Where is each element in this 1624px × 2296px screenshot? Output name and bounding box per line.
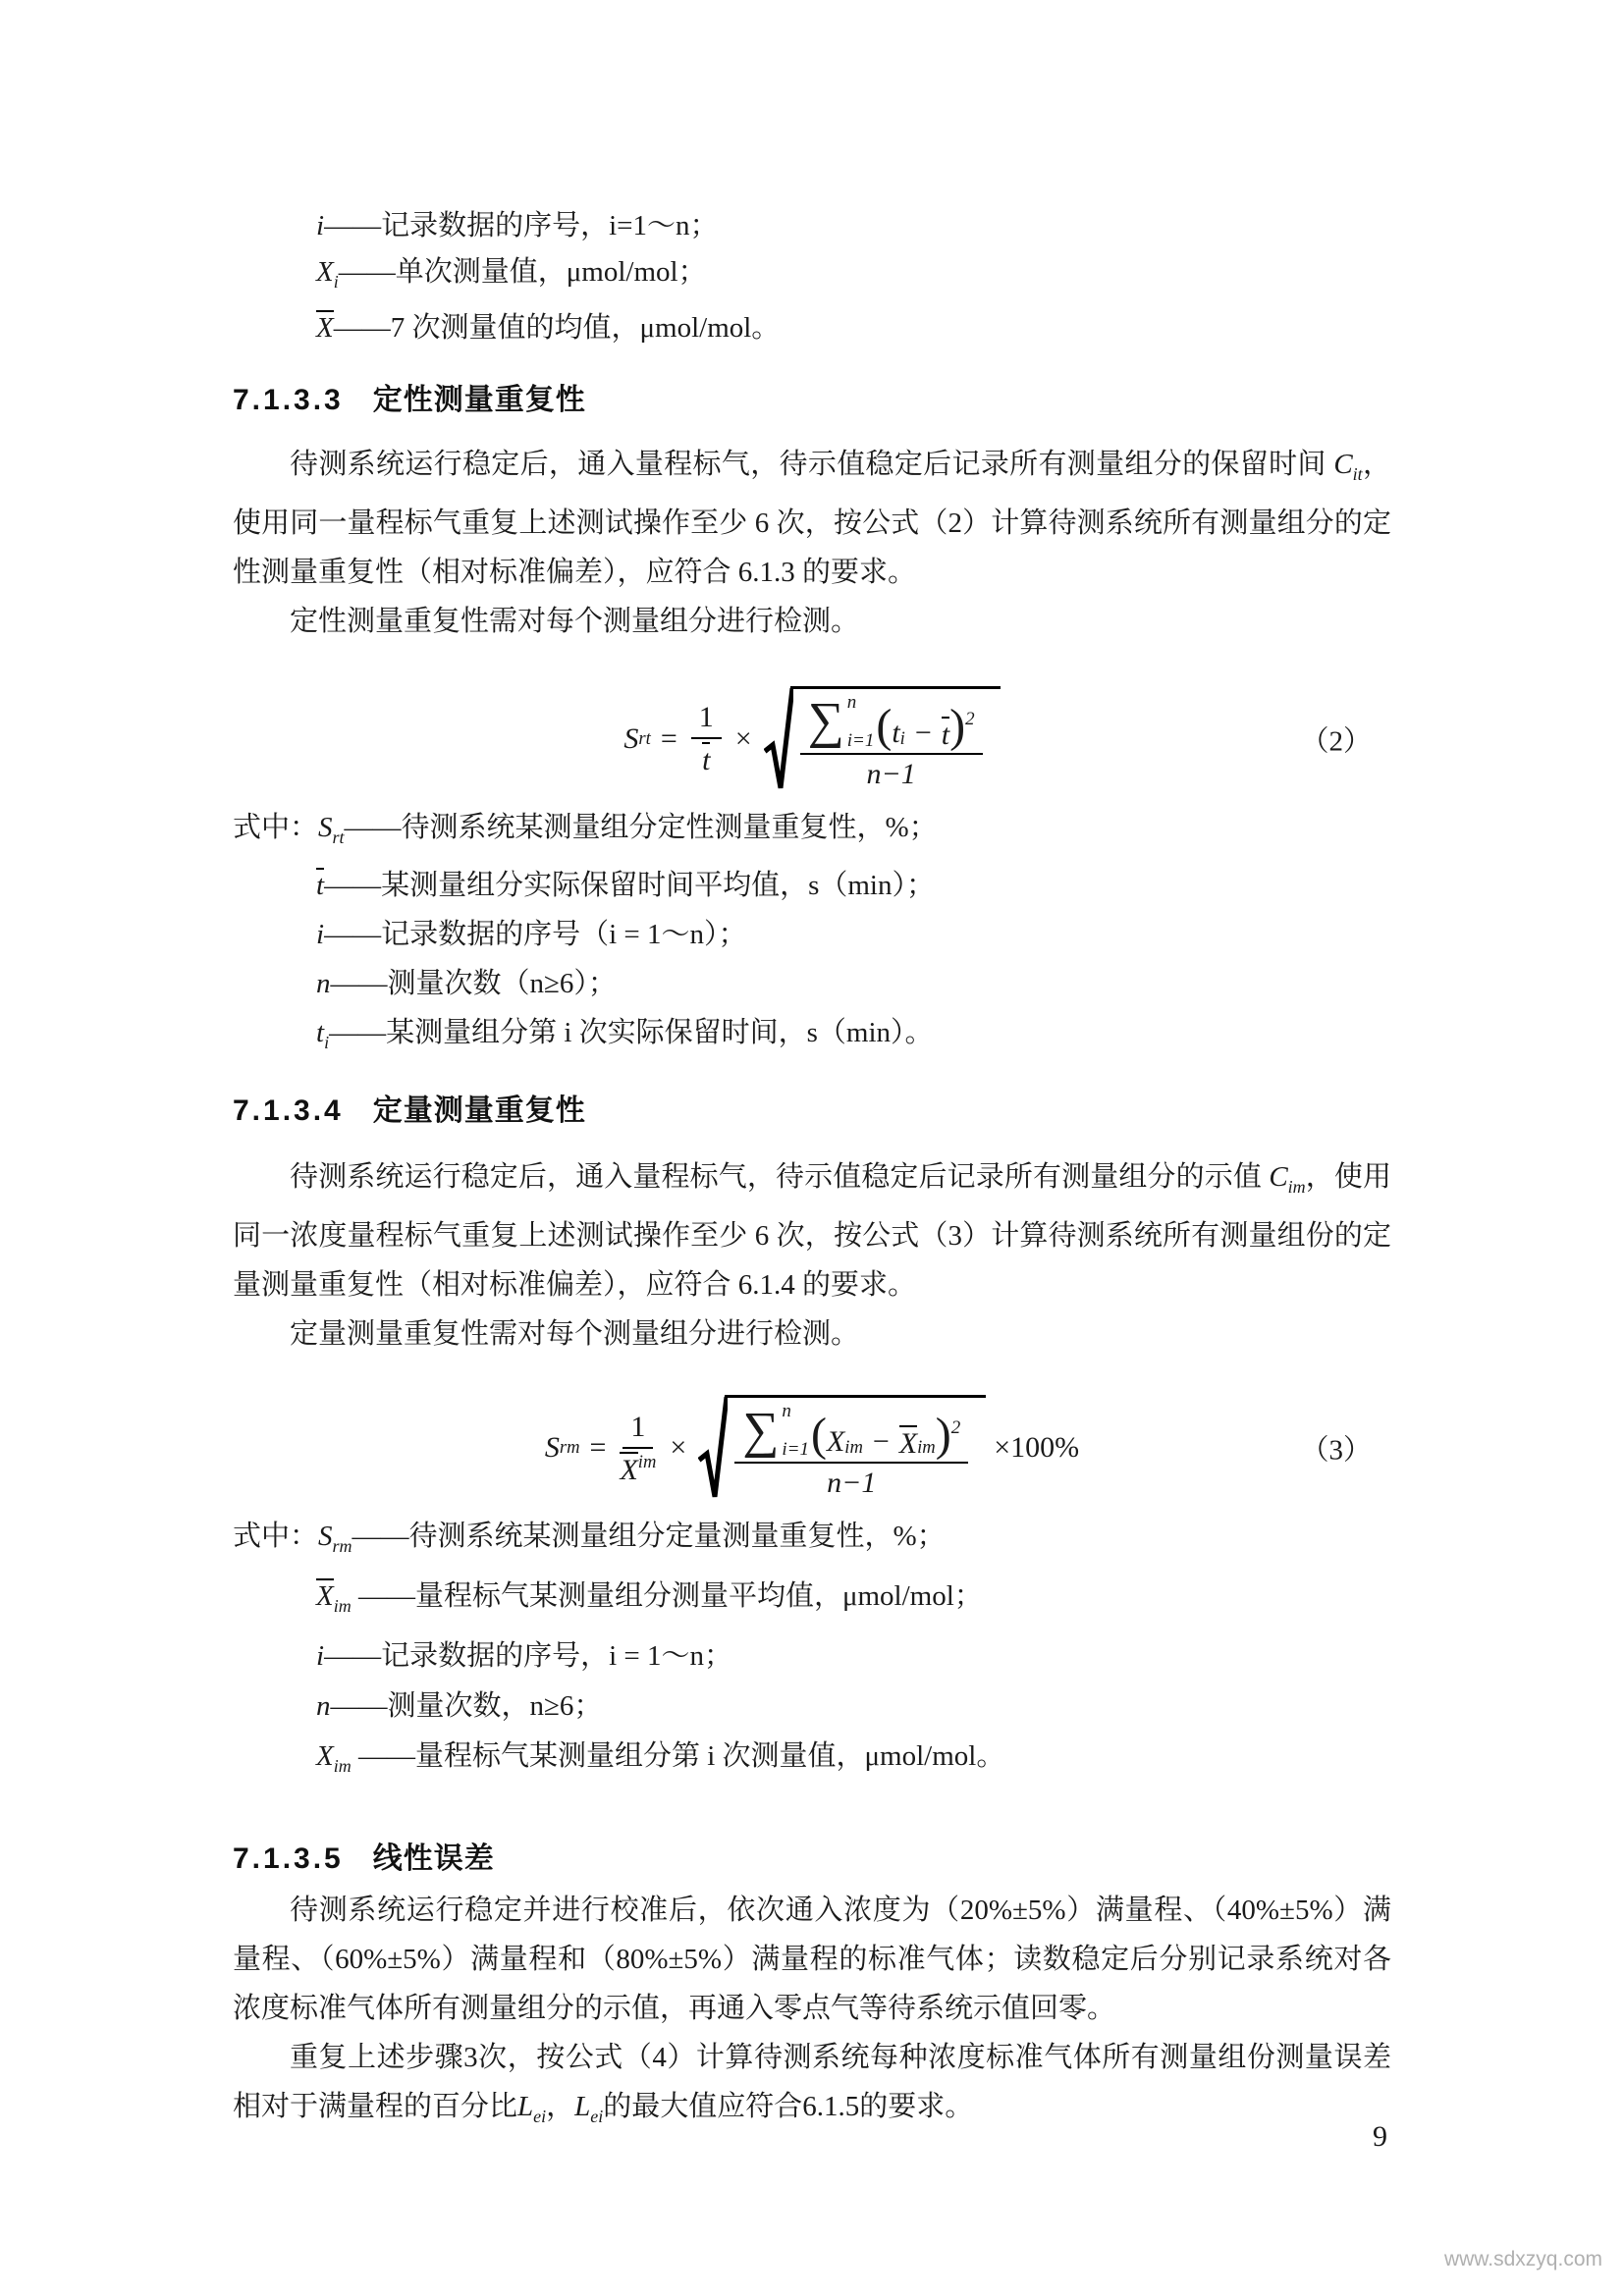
open-paren: ( <box>876 700 893 753</box>
section-title: 定性测量重复性 <box>372 383 586 416</box>
formula-symbol: S <box>623 721 639 755</box>
definition-item <box>233 249 1391 305</box>
formula-subscript: rt <box>638 727 651 749</box>
radical-icon <box>698 1395 728 1500</box>
exponent: 2 <box>950 1417 961 1439</box>
summation-lower: i=1 <box>846 730 875 752</box>
summation-limits <box>847 693 875 750</box>
definition-item <box>233 203 1391 249</box>
formula-where-item <box>233 803 1391 862</box>
formula-number: （2） <box>1300 725 1372 758</box>
where-label: 式中： <box>233 811 319 843</box>
sigma-icon: ∑ <box>742 1402 780 1459</box>
summation <box>808 693 875 750</box>
formula-subscript: im <box>844 1437 863 1459</box>
formula-where-item <box>233 1732 1391 1791</box>
fraction-numerator <box>800 693 983 755</box>
paragraph-text: 重复上述步骤3次，按公式（4）计算待测系统每种浓度标准气体所有测量组份测量误差相对于满量程的百分比 <box>233 2042 1391 2123</box>
formula-where-item <box>233 861 1391 910</box>
definition-text: ——测量次数（n≥6）； <box>330 968 617 1000</box>
section-heading-7-1-3-5 <box>233 1840 1391 1879</box>
paragraph: 定性测量重复性需对每个测量组分进行检测。 <box>290 605 860 637</box>
document-content <box>233 203 1391 2141</box>
symbol-overline: X <box>316 311 334 344</box>
fraction <box>734 1402 968 1500</box>
formula-where-item <box>233 1572 1391 1631</box>
paragraph-text: 待测系统运行稳定后，通入量程标气，待示值稳定后记录所有测量组分的示值 <box>290 1161 1270 1194</box>
paragraph-text: 待测系统运行稳定后，通入量程标气，待示值稳定后记录所有测量组分的保留时间 <box>290 448 1334 480</box>
symbol: X <box>316 1739 334 1772</box>
page-number: 9 <box>1373 2120 1387 2153</box>
fraction-numerator: 1 <box>691 701 722 739</box>
summation-upper: n <box>846 692 857 714</box>
symbol-subscript: im <box>333 1755 352 1776</box>
square-root <box>764 686 1001 791</box>
paragraph-text: ，使用同一量程标气重复上述测试操作至少 6 次，按公式（2）计算待测系统所有测量组分的定性测量重复性（相对标准偏差），应符合 6.1.3 的要求。 <box>233 448 1391 588</box>
definition-text: ——量程标气某测量组分第 i 次测量值，μmol/mol。 <box>351 1739 1005 1772</box>
watermark: www.sdxzyq.com <box>1443 2248 1602 2270</box>
summation-limits <box>782 1402 809 1459</box>
formula-symbol: t <box>892 717 900 750</box>
symbol: L <box>517 2091 534 2123</box>
definition-list-top <box>233 203 1391 351</box>
radicand <box>790 686 1001 791</box>
symbol: t <box>316 1017 325 1049</box>
symbol: C <box>1333 448 1353 480</box>
symbol: S <box>318 811 333 843</box>
fraction-denominator: n−1 <box>866 758 916 791</box>
section-heading-7-1-3-4 <box>233 1092 1391 1131</box>
summation-lower: i=1 <box>782 1439 809 1461</box>
fraction <box>800 693 983 791</box>
paragraph <box>233 1152 1391 1309</box>
section-heading-7-1-3-3 <box>233 381 1391 420</box>
formula-subscript: rm <box>559 1436 580 1458</box>
close-paren: ) <box>949 700 966 753</box>
formula-2 <box>233 675 1391 803</box>
t-mean-symbol: t <box>702 744 711 777</box>
formula-3-expression <box>545 1395 1079 1500</box>
symbol: L <box>574 2091 591 2123</box>
formula-where-item <box>233 959 1391 1008</box>
paragraph <box>233 2033 1391 2141</box>
x-mean-symbol: X <box>898 1426 918 1460</box>
t-mean-symbol: t <box>941 718 950 751</box>
symbol: i <box>316 1639 325 1672</box>
fraction-denominator <box>620 1449 656 1486</box>
fraction-numerator <box>734 1402 968 1464</box>
fraction-numerator: 1 <box>623 1411 653 1449</box>
formula-number: （3） <box>1300 1434 1372 1467</box>
symbol-subscript: im <box>1287 1176 1306 1197</box>
definition-text: ——记录数据的序号，i = 1～n； <box>324 1639 732 1672</box>
formula-symbol: S <box>544 1430 560 1464</box>
formula-2-where-list <box>233 803 1391 1068</box>
symbol-subscript: im <box>917 1437 936 1459</box>
formula-3 <box>233 1384 1391 1512</box>
where-label: 式中： <box>233 1520 319 1552</box>
formula-where-item <box>233 1682 1391 1732</box>
section-body <box>233 440 1391 646</box>
minus-sign: − <box>872 1425 890 1459</box>
symbol: C <box>1269 1161 1288 1194</box>
multiply-sign: × <box>670 1430 687 1464</box>
symbol-subscript: it <box>1352 463 1363 484</box>
section-title: 线性误差 <box>372 1842 495 1876</box>
formula-where-item <box>233 1008 1391 1067</box>
definition-text: ——待测系统某测量组分定性测量重复性，%； <box>344 811 938 843</box>
symbol-subscript: im <box>637 1451 657 1472</box>
definition-text: ——记录数据的序号，i=1～n； <box>324 210 719 241</box>
symbol-subscript: ei <box>533 2107 547 2127</box>
symbol-subscript: i <box>324 1033 330 1053</box>
formula-where-item <box>233 910 1391 959</box>
formula-symbol: X <box>826 1425 845 1459</box>
definition-text: ——测量次数，n≥6； <box>330 1689 603 1722</box>
symbol: X <box>316 256 334 288</box>
equals-sign: = <box>660 721 677 755</box>
definition-text: ——待测系统某测量组分定量测量重复性，%； <box>352 1520 946 1552</box>
section-number: 7.1.3.5 <box>233 1842 344 1876</box>
section-title: 定量测量重复性 <box>372 1095 586 1128</box>
equals-sign: = <box>589 1430 607 1464</box>
radicand <box>725 1395 986 1500</box>
definition-item <box>233 305 1391 351</box>
symbol-subscript: i <box>333 271 339 292</box>
open-paren: ( <box>810 1409 827 1462</box>
sigma-icon: ∑ <box>807 693 844 750</box>
definition-text: ——记录数据的序号（i = 1～n）； <box>324 919 747 951</box>
paragraph-text: ，使用同一浓度量程标气重复上述测试操作至少 6 次，按公式（3）计算待测系统所有测量组份的定量测量重复性（相对标准偏差），应符合 6.1.4 的要求。 <box>233 1161 1391 1301</box>
formula-subscript: i <box>899 728 905 750</box>
paragraph: 定量测量重复性需对每个测量组分进行检测。 <box>290 1317 860 1350</box>
symbol: n <box>316 968 331 1000</box>
close-paren: ) <box>935 1409 951 1462</box>
formula-where-item <box>233 1512 1391 1572</box>
x-mean-symbol: X <box>620 1453 638 1486</box>
definition-text: ——某测量组分第 i 次实际保留时间，s（min）。 <box>329 1017 934 1049</box>
section-number: 7.1.3.3 <box>233 383 344 416</box>
symbol: i <box>316 210 325 241</box>
symbol-subscript: rm <box>332 1535 352 1556</box>
symbol: S <box>318 1520 333 1552</box>
summation <box>742 1402 809 1459</box>
symbol: i <box>316 919 325 951</box>
fraction <box>691 701 722 776</box>
paragraph <box>233 440 1391 597</box>
definition-text: ——7 次测量值的均值，μmol/mol。 <box>333 311 781 344</box>
formula-2-expression <box>623 686 1000 791</box>
minus-sign: − <box>914 717 932 750</box>
exponent: 2 <box>965 709 975 730</box>
symbol-overline: t <box>316 870 325 902</box>
summation-upper: n <box>782 1401 791 1422</box>
section-body <box>233 1152 1391 1359</box>
symbol: n <box>316 1689 331 1722</box>
square-root <box>698 1395 986 1500</box>
section-number: 7.1.3.4 <box>233 1095 344 1128</box>
radical-icon <box>764 686 793 791</box>
times-100-percent: ×100% <box>994 1430 1080 1464</box>
definition-text: ——量程标气某测量组分测量平均值，μmol/mol； <box>351 1579 983 1612</box>
paragraph-text: ， <box>546 2091 575 2123</box>
symbol-subscript: ei <box>590 2107 604 2127</box>
symbol-overline: X <box>316 1579 334 1612</box>
symbol-subscript: im <box>333 1595 352 1616</box>
symbol-subscript: rt <box>332 827 345 847</box>
definition-text: ——单次测量值，μmol/mol； <box>338 256 707 288</box>
formula-3-where-list <box>233 1512 1391 1790</box>
paragraph-text: 的最大值应符合6.1.5的要求。 <box>603 2091 974 2123</box>
paragraph: 待测系统运行稳定并进行校准后，依次通入浓度为（20%±5%）满量程、（40%±5%）满量程、（60%±5%）满量程和（80%±5%）满量程的标准气体；读数稳定后分别记录系统对各浓度标准气体所有测量组分的示值，再通入零点气等待系统示值回零。 <box>233 1895 1391 2025</box>
section-body <box>233 1886 1391 2141</box>
multiply-sign: × <box>734 721 752 755</box>
fraction-denominator <box>702 739 710 776</box>
fraction <box>620 1411 656 1486</box>
fraction-denominator: n−1 <box>827 1467 877 1500</box>
formula-where-item <box>233 1631 1391 1682</box>
definition-text: ——某测量组分实际保留时间平均值，s（min）； <box>324 870 935 902</box>
